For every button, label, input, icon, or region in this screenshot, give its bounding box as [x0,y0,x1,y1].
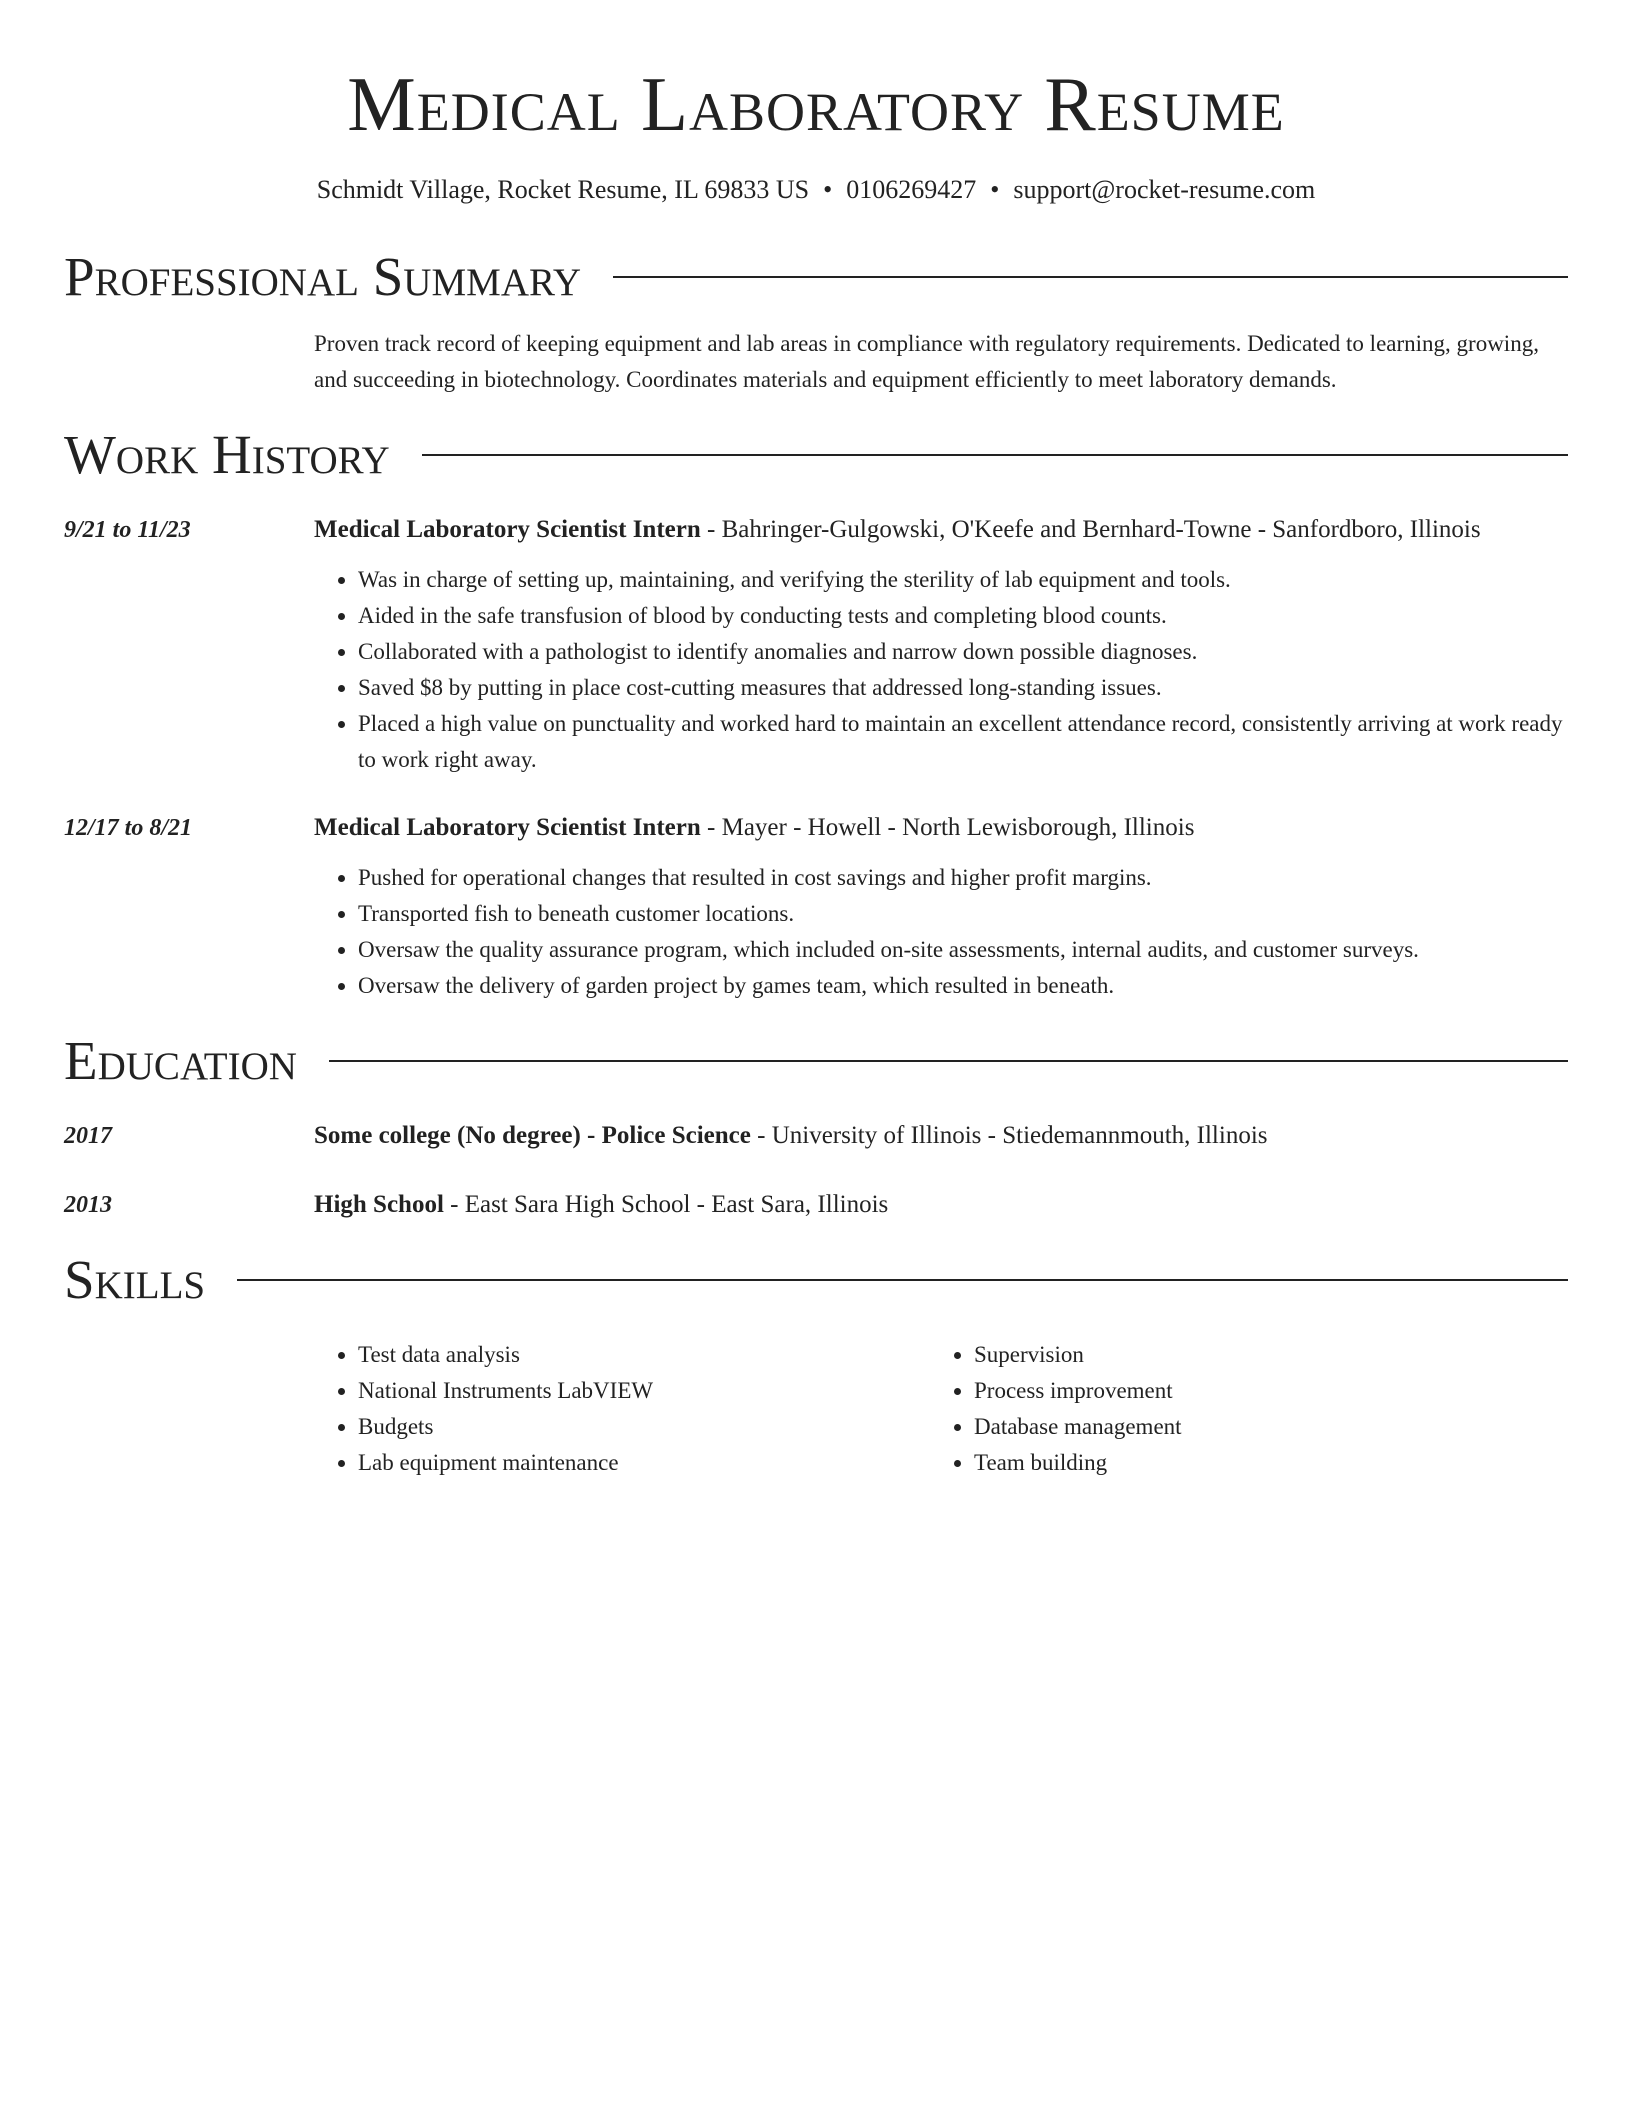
summary-heading: Professional Summary [64,246,582,307]
work-section-header [64,418,1568,492]
contact-separator: • [823,175,833,204]
education-entry [64,1118,1568,1154]
resume-page [64,0,1568,1481]
resume-title: Medical Laboratory Resume [347,61,1285,147]
skills-column-left [314,1337,930,1481]
job-bullet: • Aided in the safe transfusion of blood by conducting tests and completing blood counts. [358,598,1568,634]
education-section-header [64,1024,1568,1098]
job-entry [64,810,1568,1004]
section-divider [237,1279,1568,1281]
job-headline [314,512,1568,548]
job-bullet: • Was in charge of setting up, maintaining, and verifying the sterility of lab equipment and tools. [358,562,1568,598]
job-dates: 12/17 to 8/21 [64,815,193,841]
summary-text: Proven track record of keeping equipment and lab areas in compliance with regulatory requirements. Dedicated to learning, growing, and succeeding in biotechnology. Coordinates materials and equipment efficiently to meet laboratory demands. [314,331,1539,392]
education-year: 2017 [64,1123,112,1149]
job-bullet: • Pushed for operational changes that resulted in cost savings and higher profit margins. [358,860,1568,896]
job-headline [314,810,1568,846]
education-degree: High School [314,1191,444,1218]
contact-address: Schmidt Village, Rocket Resume, IL 69833 US [316,175,810,204]
skill-item: • Process improvement [974,1373,1546,1409]
job-bullet: • Placed a high value on punctuality and worked hard to maintain an excellent attendance record, consistently arriving at work ready to work right away. [358,706,1568,778]
job-bullet: • Collaborated with a pathologist to identify anomalies and narrow down possible diagnoses. [358,634,1568,670]
contact-phone: 0106269427 [846,175,977,204]
section-divider [422,454,1568,456]
skill-item: • Supervision [974,1337,1546,1373]
skill-item: • Test data analysis [358,1337,930,1373]
education-school: - University of Illinois - Stiedemannmouth, Illinois [750,1122,1268,1149]
summary-section-header [64,240,1568,314]
job-dates: 9/21 to 11/23 [64,517,191,543]
education-details [314,1118,1568,1154]
job-bullet: • Saved $8 by putting in place cost-cutting measures that addressed long-standing issues. [358,670,1568,706]
job-bullet: • Oversaw the quality assurance program, which included on-site assessments, internal audits, and customer surveys. [358,932,1568,968]
job-bullet: • Transported fish to beneath customer locations. [358,896,1568,932]
education-entry [64,1187,1568,1223]
job-bullets [314,562,1568,778]
job-bullets [314,860,1568,1004]
skills-column-right [930,1337,1546,1481]
education-school: - East Sara High School - East Sara, Illinois [443,1191,889,1218]
work-heading: Work History [64,424,390,485]
contact-email: support@rocket-resume.com [1013,175,1316,204]
skill-item: • Team building [974,1445,1546,1481]
job-details: - Bahringer-Gulgowski, O'Keefe and Bernhard-Towne - Sanfordboro, Illinois [700,516,1481,543]
skill-item: • Lab equipment maintenance [358,1445,930,1481]
section-divider [613,276,1568,278]
skill-item: • Budgets [358,1409,930,1445]
skills-grid [314,1337,1568,1481]
job-body [314,512,1568,778]
skill-item: • National Instruments LabVIEW [358,1373,930,1409]
job-details: - Mayer - Howell - North Lewisborough, Illinois [700,814,1195,841]
skill-item: • Database management [974,1409,1546,1445]
section-divider [329,1060,1568,1062]
contact-line [64,174,1568,206]
skills-section-header [64,1243,1568,1317]
job-body [314,810,1568,1004]
education-heading: Education [64,1030,297,1091]
job-entry [64,512,1568,778]
contact-separator: • [990,175,1000,204]
job-title: Medical Laboratory Scientist Intern [314,516,701,543]
job-bullet: • Oversaw the delivery of garden project by games team, which resulted in beneath. [358,968,1568,1004]
job-title: Medical Laboratory Scientist Intern [314,814,701,841]
education-details [314,1187,1568,1223]
education-degree: Some college (No degree) - Police Science [314,1122,751,1149]
education-year: 2013 [64,1192,112,1218]
skills-heading: Skills [64,1249,206,1310]
